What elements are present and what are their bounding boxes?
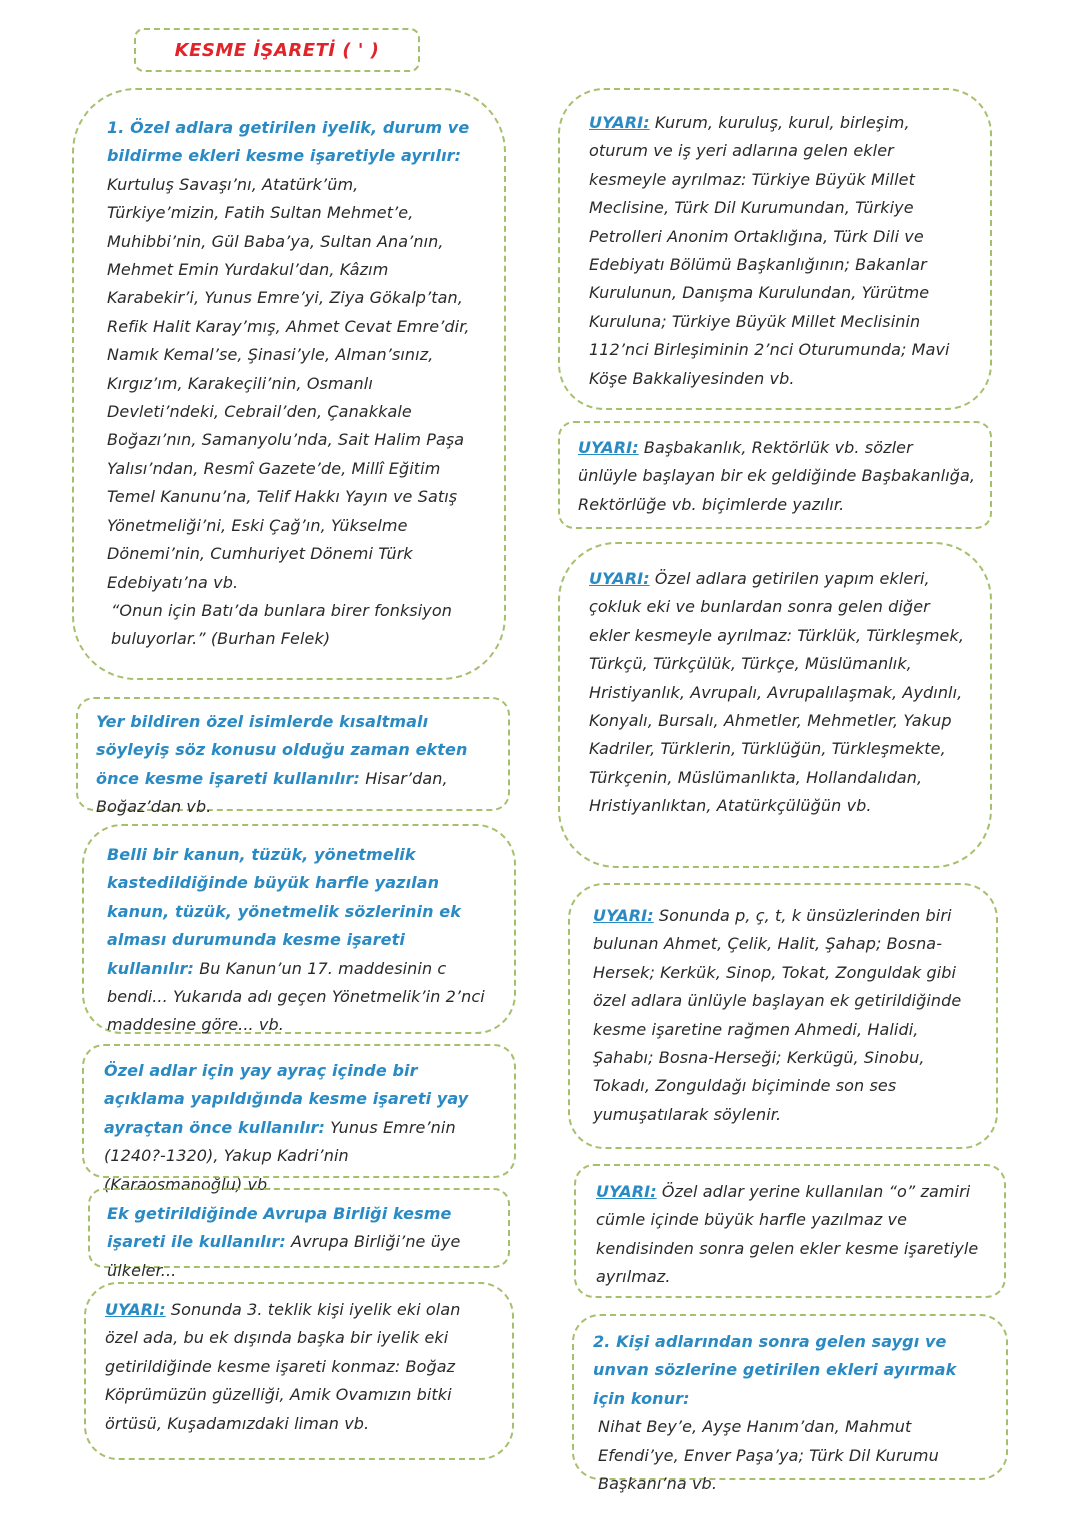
- right-box-5-body: Özel adlar yerine kullanılan “o” zamiri cümle içinde büyük harfle yazılmaz ve kendisinden sonra gelen ekler kesme işaretiyle ayrılmaz.: [596, 1182, 979, 1287]
- left-box-4: [82, 1044, 516, 1194]
- left-box-6: [84, 1282, 514, 1460]
- right-box-6-body: Nihat Bey’e, Ayşe Hanım’dan, Mahmut Efendi’ye, Enver Paşa’ya; Türk Dil Kurumu Başkanı’na vb.: [598, 1417, 939, 1494]
- title-box: [134, 28, 420, 72]
- left-box-3-body: Bu Kanun’un 17. maddesinin c bendi... Yukarıda adı geçen Yönetmelik’in 2’nci maddesine göre... vb.: [107, 958, 485, 1035]
- right-box-4-label: UYARI:: [593, 906, 654, 925]
- left-box-2: [76, 697, 510, 817]
- right-box-4-body: Sonunda p, ç, t, k ünsüzlerinden biri bulunan Ahmet, Çelik, Halit, Şahap; Bosna-Hersek; Kerkük, Sinop, Tokat, Zonguldak gibi özel adlara ünlüyle başlayan ek getirildiğinde kesme işaretine rağmen Ahmedi, Halidi, Şahabı; Bosna-Herseği; Kerkügü, Sinobu, Tokadı, Zonguldağı biçiminde son ses yumuşatılarak söylenir.: [593, 906, 962, 1124]
- left-box-3-heading: Belli bir kanun, tüzük, yönetmelik kastedildiğinde büyük harfle yazılan kanun, tüzük, yönetmelik sözlerinin ek alması durumunda kesme işareti kullanılır:: [107, 845, 461, 978]
- left-box-4-heading: Özel adlar için yay ayraç içinde bir açıklama yapıldığında kesme işareti yay ayraçtan önce kullanılır:: [104, 1061, 469, 1137]
- right-box-3: [558, 542, 992, 868]
- left-box-1-body: Kurtuluş Savaşı’nı, Atatürk’üm, Türkiye’mizin, Fatih Sultan Mehmet’e, Muhibbi’nin, Gül Baba’ya, Sultan Ana’nın, Mehmet Emin Yurdakul’dan, Kâzım Karabekir’i, Yunus Emre’yi, Ziya Gökalp’tan, Refik Halit Karay’mış, Ahmet Cevat Emre’dir, Namık Kemal’se, Şinasi’yle, Alman’sınız, Kırgız’ım, Karakeçili’nin, Osmanlı Devleti’ndeki, Cebrail’den, Çanakkale Boğazı’nın, Samanyolu’nda, Sait Halim Paşa Yalısı’ndan, Resmî Gazete’de, Millî Eğitim Temel Kanunu’na, Telif Hakkı Yayın ve Satış Yönetmeliği’ni, Eski Çağ’ın, Yükselme Dönemi’nin, Cumhuriyet Dönemi Türk Edebiyatı’na vb.: [107, 174, 470, 592]
- right-box-3-body: Özel adlara getirilen yapım ekleri, çokluk eki ve bunlardan sonra gelen diğer ekler kesmeyle ayrılmaz: Türklük, Türkleşmek, Türkçü, Türkçülük, Türkçe, Müslümanlık, Hristiyanlık, Avrupalı, Avrupalılaşmak, Aydınlı, Konyalı, Bursalı, Ahmetler, Mehmetler, Yakup Kadriler, Türklerin, Türklüğün, Türkleşmekte, Türkçenin, Müslümanlıkta, Hollandalıdan, Hristiyanlıktan, Atatürkçülüğün vb.: [589, 569, 965, 816]
- left-box-5-heading: Ek getirildiğinde Avrupa Birliği kesme işareti ile kullanılır:: [107, 1204, 452, 1252]
- left-box-1-quote: “Onun için Batı’da bunlara birer fonksiyon buluyorlar.” (Burhan Felek): [111, 600, 452, 649]
- left-box-1-heading: 1. Özel adlara getirilen iyelik, durum ve bildirme ekleri kesme işaretiyle ayrılır:: [107, 118, 470, 166]
- left-box-3: [82, 824, 516, 1034]
- right-box-2-body: Başbakanlık, Rektörlük vb. sözler ünlüyle başlayan bir ek geldiğinde Başbakanlığa, Rektörlüğe vb. biçimlerde yazılır.: [578, 438, 976, 514]
- left-box-2-body: Hisar’dan, Boğaz’dan vb.: [96, 768, 448, 817]
- left-box-5-body: Avrupa Birliği’ne üye ülkeler...: [107, 1232, 461, 1280]
- left-box-1: [72, 88, 506, 680]
- right-box-1: [558, 88, 992, 410]
- right-box-6: [572, 1314, 1008, 1494]
- right-box-2-label: UYARI:: [578, 438, 639, 457]
- right-box-3-label: UYARI:: [589, 569, 650, 588]
- left-box-4-body: Yunus Emre’nin (1240?-1320), Yakup Kadri’nin (Karaosmanoğlu) vb.: [104, 1117, 456, 1194]
- right-box-5-label: UYARI:: [596, 1182, 657, 1201]
- right-box-4: [568, 883, 998, 1149]
- left-box-5: [88, 1188, 510, 1280]
- page-title: KESME İŞARETİ ( ' ): [174, 39, 380, 61]
- left-box-6-label: UYARI:: [105, 1300, 166, 1319]
- right-box-5: [574, 1164, 1006, 1298]
- right-box-2: [558, 421, 992, 529]
- left-box-6-body: Sonunda 3. teklik kişi iyelik eki olan özel ada, bu ek dışında başka bir iyelik eki getirildiğinde kesme işareti konmaz: Boğaz Köprümüzün güzelliği, Amik Ovamızın bitki örtüsü, Kuşadamızdaki liman vb.: [105, 1300, 461, 1433]
- right-box-1-label: UYARI:: [589, 113, 650, 132]
- right-box-6-heading: 2. Kişi adlarından sonra gelen saygı ve unvan sözlerine getirilen ekleri ayırmak için konur:: [593, 1332, 957, 1408]
- left-box-2-heading: Yer bildiren özel isimlerde kısaltmalı söyleyiş söz konusu olduğu zaman ekten önce kesme işareti kullanılır:: [96, 712, 468, 788]
- right-box-1-body: Kurum, kuruluş, kurul, birleşim, oturum ve iş yeri adlarına gelen ekler kesmeyle ayrılmaz: Türkiye Büyük Millet Meclisine, Türk Dil Kurumundan, Türkiye Petrolleri Anonim Ortaklığına, Türk Dili ve Edebiyatı Bölümü Başkanlığının; Bakanlar Kurulunun, Danışma Kurulundan, Yürütme Kuruluna; Türkiye Büyük Millet Meclisinin 112’nci Birleşiminin 2’nci Oturumunda; Mavi Köşe Bakkaliyesinden vb.: [589, 113, 950, 388]
